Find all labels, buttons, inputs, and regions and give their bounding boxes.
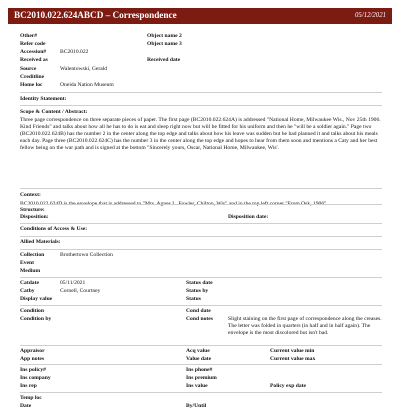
display-value-label: Display value [20,296,53,302]
current-value-min-label: Current value min [270,348,315,354]
divider [20,392,382,393]
divider [20,305,382,306]
catdate-value: 05/11/2021 [60,280,86,286]
catby-label: Catby [20,288,35,294]
structure-label: Structure: [20,207,45,213]
temp-loc-label: Temp loc [20,395,42,401]
identity-statement-label: Identity Statement: [20,96,67,102]
refer-code-label: Refer code [20,41,46,47]
allied-materials-label: Allied Materials: [20,239,61,245]
status-date-label: Status date [186,280,213,286]
object-name-3-label: Object name 3 [147,41,182,47]
catdate-label: Catdate [20,280,39,286]
received-as-label: Received as [20,57,48,63]
cond-date-label: Cond date [186,308,211,314]
scope-label: Scope & Content / Abstract: [20,109,88,115]
value-date-label: Value date [186,356,212,362]
current-value-max-label: Current value max [270,356,316,362]
divider [20,223,382,224]
source-value: Walentowski, Gerald [60,66,108,72]
scope-paragraph-2: BC2010.022.624D is the envelope that is addressed to "Mrs. Agnes L. Fowler, Chilton, Wis" and in the top left corner "From Osk, 1906". [20,201,328,207]
print-date: 05/12/2021 [355,11,386,19]
cond-notes-label: Cond notes [186,316,213,322]
divider [20,105,382,106]
divider [20,277,382,278]
collection-label: Collection [20,252,45,258]
record-header [8,8,392,24]
ins-phone-label: Ins phone# [186,367,213,373]
condition-label: Condition [20,308,44,314]
divider [20,188,382,189]
app-notes-label: App notes [20,356,45,362]
ins-rep-label: Ins rep [20,383,37,389]
divider [20,236,382,237]
conditions-access-label: Conditions of Access & Use: [20,226,88,232]
condition-by-label: Condition by [20,316,52,322]
object-name-2-label: Object name 2 [147,33,182,39]
context-label: Context: [20,192,41,198]
received-date-label: Received date [147,57,181,63]
home-location-label: Home loc [20,82,43,88]
divider [20,92,382,93]
source-label: Source [20,66,37,72]
disposition-label: Disposition: [20,214,49,220]
status-label: Status [186,296,201,302]
divider [20,345,382,346]
ins-company-label: Ins company [20,375,51,381]
accession-value: BC2010.022 [60,49,89,55]
home-location-value: Oneida Nation Museum [60,82,114,88]
disposition-date-label: Disposition date: [228,214,269,220]
other-number-label: Other# [20,33,38,39]
accession-label: Accession# [20,49,47,55]
ins-policy-label: Ins policy# [20,367,46,373]
scope-paragraph-1: Three page correspondence on three separate pieces of paper. The first page (BC2010.022.624A) is addressed "National Home, Milwaukee Wis., Nov 25th 1906. Kind Friends" and talks about how all he has to do is eat and sleep right now but will be fitted for his uniform and then he "will be a soldier again." Page two (BC2010.022.624B) has the number 2 in the center along the top edge and talks about how his leave was sudden but he had planned it and talks about his meals each day. Page three (BC2010.022.624C) has the number 3 in the center along the top edge and hopes to hear from them soon and mentions a Caty and her best fellow being on the war path and is signed at the bottom "Sincerely yours, Oscar, National Home, Milwaukee, Wis'. [20,117,381,151]
event-label: Event [20,260,34,266]
divider [20,204,382,205]
creditline-label: Creditline [20,74,45,80]
divider [20,249,382,250]
appraisor-label: Appraisor [20,348,45,354]
medium-label: Medium [20,268,41,274]
collection-value: Brothertown Collection [60,252,113,258]
acq-value-label: Acq value [186,348,210,354]
temp-date-label: Date [20,403,32,409]
status-by-label: Status by [186,288,209,294]
record-title: BC2010.022.624ABCD – Correspondence [14,10,177,21]
cond-notes-value: Slight staining on the first page of correspondence along the creases. The letter was folded in quarters (in half and in half again). The envelope is the most discolored but isn't bad. [228,316,382,336]
ins-premium-label: Ins premium [186,375,217,381]
divider [20,364,382,365]
policy-exp-date-label: Policy exp date [270,383,307,389]
ins-value-label: Ins value [186,383,208,389]
by-until-label: By/Until [186,403,207,409]
catby-value: Cornell, Courtney [60,288,101,294]
